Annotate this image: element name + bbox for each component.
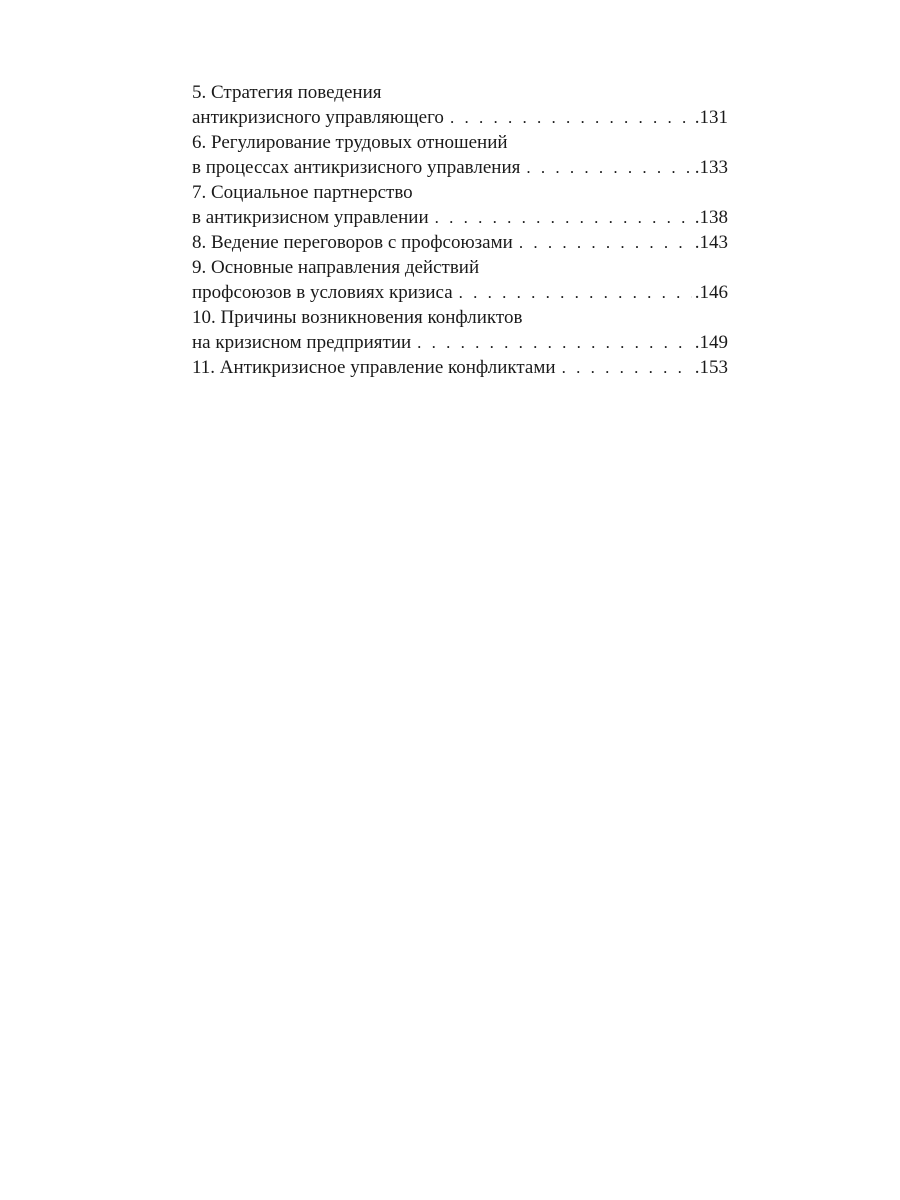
dot-leader [526, 155, 691, 180]
dot-leader [459, 280, 692, 305]
toc-entry[interactable] [192, 105, 728, 130]
toc-entry[interactable] [192, 280, 728, 305]
page-number: .131 [694, 107, 728, 128]
page-number: .153 [694, 357, 728, 378]
toc-entry-text: антикризисного управляющего [192, 107, 444, 128]
toc-entry-text: на кризисном предприятии [192, 332, 412, 353]
toc-entry[interactable] [192, 330, 728, 355]
toc-entry-title [192, 305, 728, 330]
page-number: .146 [694, 282, 728, 303]
page-number: .143 [694, 232, 728, 253]
dot-leader [450, 105, 692, 130]
toc-entry-text: 8. Ведение переговоров с профсоюзами [192, 232, 513, 253]
page-number: .133 [694, 157, 728, 178]
dot-leader [417, 330, 692, 355]
toc-entry[interactable] [192, 355, 728, 380]
dot-leader [435, 205, 692, 230]
toc-entry-title [192, 255, 728, 280]
dot-leader [519, 230, 692, 255]
toc-entry-text: 11. Антикризисное управление конфликтами [192, 357, 556, 378]
toc-entry-text: 9. Основные направления действий [192, 257, 480, 278]
page-number: .138 [694, 207, 728, 228]
toc-entry-title [192, 80, 728, 105]
toc-entry[interactable] [192, 230, 728, 255]
dot-leader [562, 355, 692, 380]
toc-entry-title [192, 180, 728, 205]
toc-entry-title [192, 130, 728, 155]
toc-entry-text: 10. Причины возникновения конфликтов [192, 307, 523, 328]
toc-entry-text: профсоюзов в условиях кризиса [192, 282, 453, 303]
table-of-contents [192, 80, 728, 380]
page-number: .149 [694, 332, 728, 353]
toc-entry[interactable] [192, 155, 728, 180]
toc-entry-text: 7. Социальное партнерство [192, 182, 413, 203]
toc-entry-text: в процессах антикризисного управления [192, 157, 521, 178]
toc-entry[interactable] [192, 205, 728, 230]
toc-entry-text: 5. Стратегия поведения [192, 82, 382, 103]
toc-entry-text: в антикризисном управлении [192, 207, 429, 228]
toc-entry-text: 6. Регулирование трудовых отношений [192, 132, 508, 153]
